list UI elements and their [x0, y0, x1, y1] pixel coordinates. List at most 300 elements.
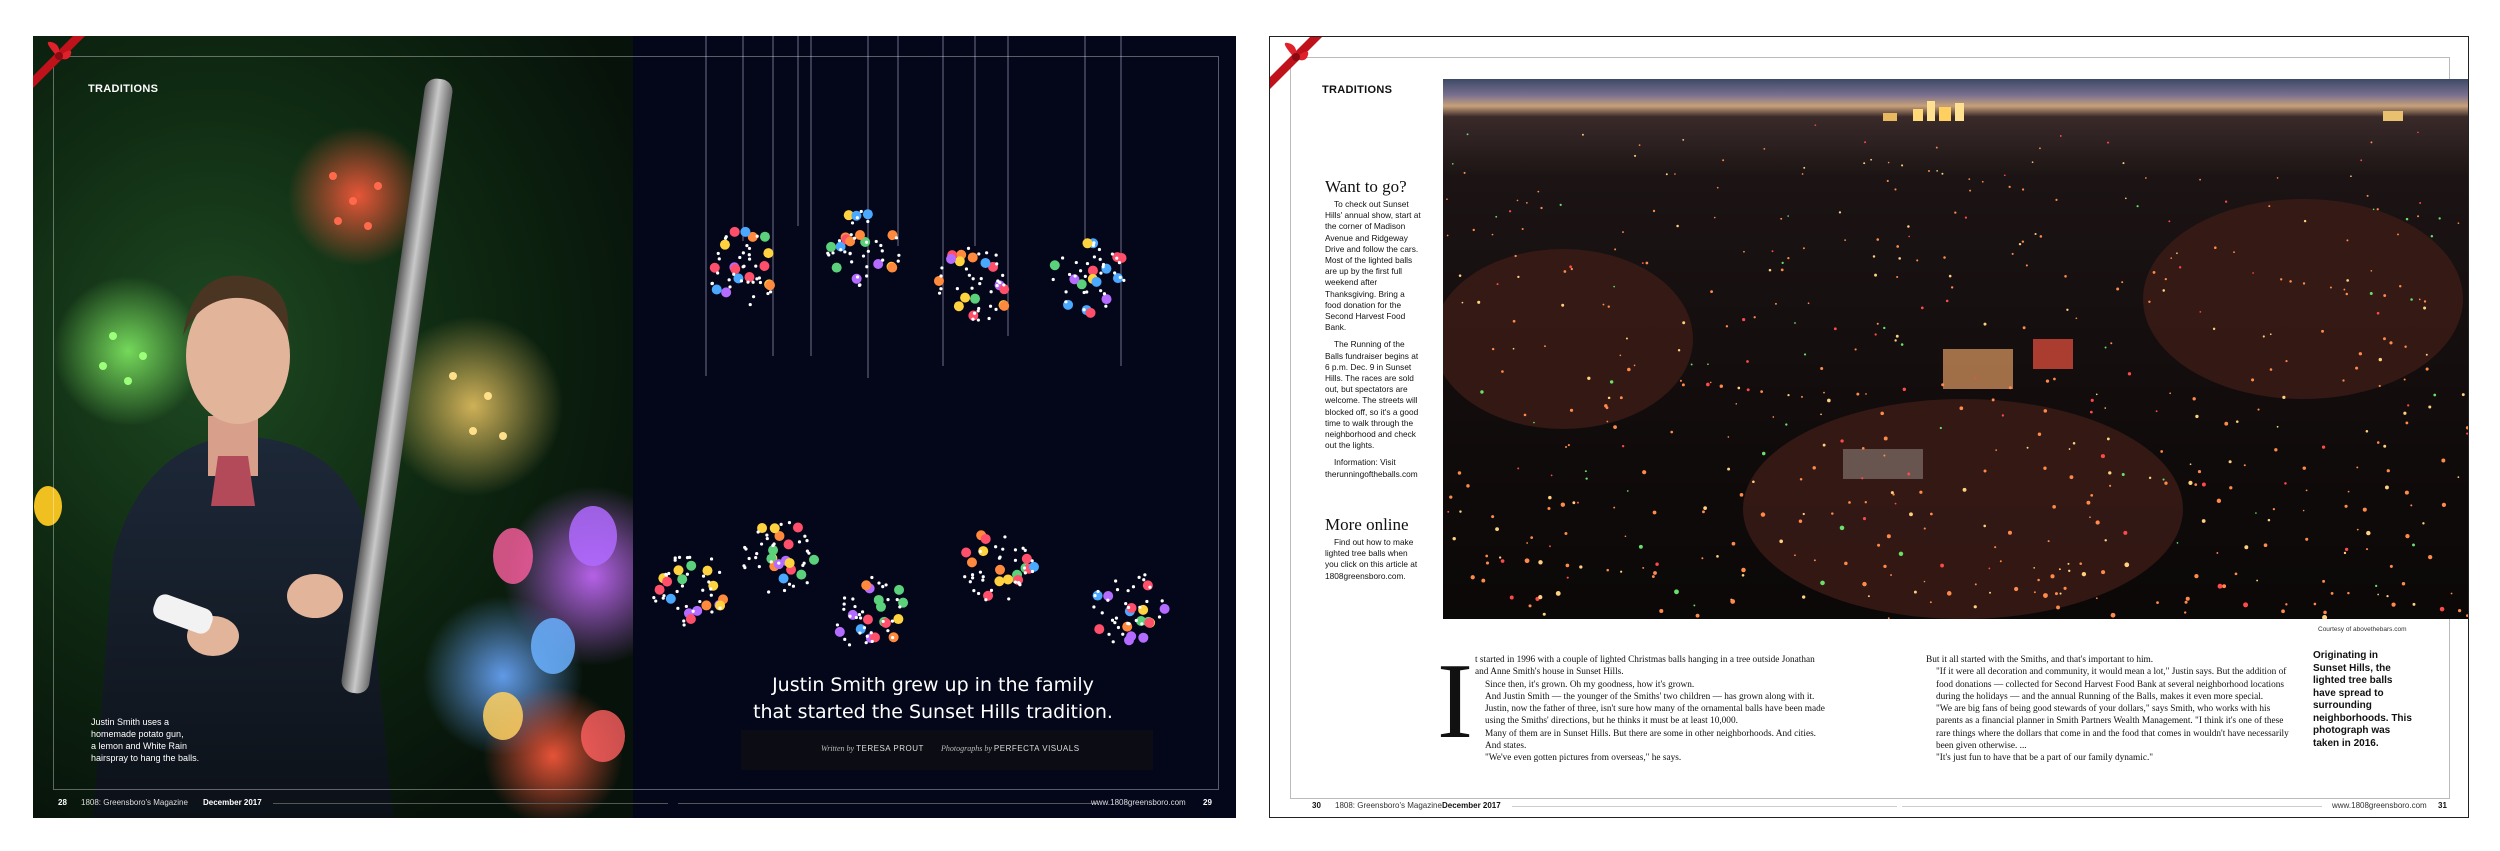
aerial-light — [2252, 272, 2254, 274]
aerial-light — [1870, 159, 1872, 161]
aerial-light — [1646, 262, 1649, 265]
aerial-light — [2019, 243, 2021, 245]
aerial-light — [2451, 593, 2453, 595]
aerial-light — [1462, 302, 1464, 304]
aerial-light — [1877, 544, 1880, 547]
aerial-light — [1720, 385, 1723, 388]
aerial-light — [2270, 368, 2273, 371]
aerial-light — [2321, 330, 2324, 333]
aerial-light — [1814, 559, 1816, 561]
aerial-light — [2386, 595, 2388, 597]
aerial-light — [2066, 309, 2068, 311]
aerial-light — [1587, 377, 1590, 380]
aerial-light — [1537, 191, 1539, 193]
aerial-light — [2345, 548, 2348, 551]
aerial-light — [2383, 294, 2386, 297]
aerial-light — [2346, 279, 2349, 282]
aerial-light — [1497, 283, 1499, 285]
aerial-light — [1513, 320, 1516, 323]
aerial-light — [1627, 368, 1631, 372]
aerial-light — [2383, 337, 2386, 340]
aerial-light — [2357, 529, 2359, 531]
aerial-light — [1642, 470, 1646, 474]
aerial-light — [1827, 399, 1831, 403]
aerial-light — [1608, 397, 1611, 400]
aerial-light — [1864, 141, 1866, 143]
aerial-light — [1622, 231, 1624, 233]
aerial-light — [1782, 262, 1784, 264]
aerial-light — [2323, 611, 2327, 615]
aerial-light — [1551, 475, 1553, 477]
aerial-light — [1754, 316, 1756, 318]
aerial-light — [1801, 396, 1803, 398]
folio-rule — [1902, 806, 2322, 807]
aerial-light — [2185, 601, 2188, 604]
aerial-light — [1943, 256, 1946, 259]
aerial-light — [1903, 388, 1906, 391]
aerial-light — [2122, 162, 2124, 164]
aerial-light — [1620, 355, 1622, 357]
aerial-light — [2179, 266, 2181, 268]
aerial-light — [1570, 409, 1573, 412]
article-column-2 — [1926, 654, 2296, 765]
website: www.1808greensboro.com — [1091, 798, 1186, 807]
article-line: "If it were all decoration and community, it would mean a lot," Justin says. But the addition of — [1936, 667, 2287, 678]
aerial-light — [1988, 568, 1990, 570]
aerial-light — [1625, 535, 1627, 537]
aerial-light — [2256, 580, 2258, 582]
aerial-light — [1883, 565, 1886, 568]
aerial-light — [2402, 582, 2405, 585]
aerial-light — [2009, 386, 2012, 389]
aerial-light — [1975, 377, 1977, 379]
article-line: Many of them are in Sunset Hills. But there are some in other neighborhoods. And cities. — [1485, 728, 1817, 739]
aerial-light — [2397, 233, 2399, 235]
aerial-light — [2466, 614, 2468, 617]
aerial-light — [1566, 564, 1570, 568]
aerial-light — [2069, 448, 2071, 450]
aerial-light — [2199, 311, 2201, 313]
aerial-light — [2107, 142, 2109, 144]
aerial-light — [2063, 587, 2066, 590]
aerial-light — [1717, 187, 1719, 189]
aerial-light — [1585, 477, 1587, 479]
aerial-light — [2222, 584, 2226, 588]
article-line: Justin, now the father of three, isn't sure how many of the ornamental balls have been made — [1485, 704, 1825, 715]
article-line: using the Smiths' directions, but he thinks it must be at least 10,000. — [1485, 716, 1738, 727]
aerial-light — [1743, 251, 1745, 253]
issue-date: December 2017 — [203, 798, 262, 807]
aerial-light — [2050, 574, 2054, 578]
aerial-light — [2322, 446, 2325, 449]
aerial-light — [2347, 592, 2349, 594]
aerial-light — [1691, 363, 1693, 365]
want-to-go-heading: Want to go? — [1325, 177, 1407, 196]
aerial-light — [1614, 248, 1616, 250]
aerial-light — [1947, 591, 1952, 596]
aerial-light — [1919, 491, 1922, 494]
aerial-light — [2125, 198, 2127, 200]
aerial-light — [2289, 280, 2292, 283]
aerial-light — [2202, 483, 2206, 487]
aerial-light — [1564, 532, 1567, 535]
aerial-light — [1940, 564, 1944, 568]
aerial-light — [1639, 545, 1643, 549]
aerial-light — [2060, 135, 2062, 137]
aerial-light — [1525, 558, 1530, 563]
aerial-light — [2124, 562, 2129, 567]
aerial-light — [1666, 173, 1668, 175]
magazine-name: 1808: Greensboro's Magazine — [81, 798, 188, 807]
article-line: Since then, it's grown. Oh my goodness, how it's grown. — [1485, 679, 1695, 690]
aerial-light — [1727, 468, 1730, 471]
aerial-light — [2375, 585, 2377, 587]
aerial-light — [1517, 200, 1519, 202]
aerial-light — [1613, 286, 1615, 288]
headline-line: that started the Sunset Hills tradition. — [753, 701, 1113, 723]
aerial-light — [1449, 496, 1452, 499]
aerial-light — [1639, 144, 1641, 146]
aerial-light — [1501, 370, 1504, 373]
aerial-light — [1577, 502, 1579, 504]
aerial-light — [1888, 617, 1890, 619]
aerial-light — [1501, 559, 1505, 563]
photo-credit: Courtesy of abovethebars.com — [2318, 626, 2407, 633]
aerial-light — [2390, 565, 2393, 568]
aerial-light — [1742, 318, 1745, 321]
aerial-light — [2067, 563, 2069, 565]
aerial-light — [2268, 519, 2271, 522]
aerial-light — [2243, 602, 2248, 607]
aerial-light — [2156, 410, 2158, 412]
aerial-light — [2263, 335, 2265, 337]
aerial-light — [2060, 593, 2062, 595]
aerial-light — [2229, 460, 2232, 463]
aerial-light — [2466, 433, 2468, 435]
aerial-light — [1481, 579, 1485, 583]
aerial-light — [1936, 170, 1938, 172]
aerial-light — [1874, 274, 1877, 277]
aerial-light — [1865, 393, 1867, 395]
aerial-light — [1682, 383, 1685, 386]
aerial-light — [2184, 611, 2186, 613]
aerial-light — [2043, 593, 2048, 598]
aerial-light — [2044, 409, 2048, 413]
section-label: TRADITIONS — [1322, 84, 1393, 96]
page-number-right: 29 — [1203, 798, 1212, 807]
aerial-light — [2423, 307, 2426, 310]
aerial-light — [1894, 339, 1896, 341]
aerial-light — [2108, 471, 2111, 474]
aerial-light — [1459, 274, 1462, 277]
aerial-light — [2359, 352, 2362, 355]
aerial-light — [2285, 360, 2287, 362]
aerial-light — [1610, 380, 1613, 383]
more-online-text — [1325, 537, 1423, 588]
aerial-light — [1760, 390, 1763, 393]
aerial-light — [2168, 220, 2170, 222]
ribbon-icon — [1270, 37, 1330, 97]
aerial-light — [1873, 255, 1875, 257]
aerial-light — [1794, 554, 1796, 556]
aerial-light — [1839, 211, 1841, 213]
aerial-light — [2367, 195, 2369, 197]
aerial-light — [1655, 562, 1658, 565]
aerial-light — [2075, 317, 2077, 319]
aerial-light — [1762, 452, 1766, 456]
article-line: "We've even gotten pictures from overseas," he says. — [1485, 753, 1682, 764]
aerial-light — [1868, 595, 1870, 597]
page-number-left: 28 — [58, 798, 67, 807]
aerial-light — [2303, 510, 2305, 512]
aerial-light — [1761, 512, 1765, 516]
aerial-light — [1787, 257, 1789, 259]
aerial-light — [2404, 346, 2406, 348]
aerial-light — [1965, 217, 1967, 219]
aerial-light — [1984, 469, 1987, 472]
aerial-light — [1799, 520, 1802, 523]
aerial-light — [1707, 363, 1709, 365]
page-number-left: 30 — [1312, 801, 1321, 810]
aerial-light — [1896, 276, 1898, 278]
aerial-light — [2405, 422, 2408, 425]
aerial-light — [1710, 290, 1713, 293]
aerial-light — [1732, 542, 1736, 546]
aerial-light — [1863, 517, 1866, 520]
article-line: been given otherwise. ... — [1936, 741, 2027, 752]
aerial-light — [2198, 470, 2201, 473]
aerial-light — [2314, 603, 2317, 606]
aerial-light — [1513, 348, 1515, 350]
aerial-light — [2417, 132, 2419, 134]
aerial-photo — [1443, 79, 2468, 619]
aerial-light — [2255, 512, 2257, 514]
aerial-light — [1459, 510, 1461, 512]
aerial-light — [1540, 207, 1542, 209]
aerial-light — [2363, 508, 2367, 512]
aerial-light — [2391, 603, 2395, 607]
folio-rule — [678, 803, 1098, 804]
aerial-light — [2373, 208, 2375, 210]
aerial-light — [2064, 275, 2067, 278]
aerial-light — [1653, 511, 1657, 515]
writer-credit — [821, 744, 924, 753]
aerial-light — [1876, 238, 1879, 241]
aerial-light — [2111, 613, 2116, 618]
aerial-light — [1634, 365, 1636, 367]
aerial-light — [2004, 174, 2006, 176]
aerial-light — [2441, 459, 2445, 463]
aerial-light — [1844, 562, 1848, 566]
aerial-light — [2383, 445, 2386, 448]
aerial-light — [2091, 399, 2094, 402]
aerial-light — [1769, 269, 1772, 272]
aerial-light — [2366, 531, 2370, 535]
aerial-lights — [1443, 79, 2468, 619]
aerial-light — [1820, 413, 1822, 415]
aerial-light — [2282, 396, 2285, 399]
want-to-go-text — [1325, 199, 1423, 486]
aerial-light — [1722, 159, 1724, 161]
aerial-light — [2090, 494, 2093, 497]
aerial-light — [2379, 358, 2382, 361]
aerial-light — [2000, 560, 2002, 562]
aerial-light — [2330, 286, 2332, 288]
article-line: parents as a financial planner in Smith Partners Wealth Management. "I think it's one of these — [1936, 716, 2284, 727]
aerial-light — [2257, 409, 2259, 411]
aerial-light — [1659, 609, 1663, 613]
aerial-light — [1452, 163, 1454, 165]
aerial-light — [1930, 513, 1933, 516]
folio-rule — [1512, 806, 1897, 807]
headline-line: Justin Smith grew up in the family — [772, 674, 1094, 696]
aerial-light — [2089, 516, 2091, 518]
aerial-light — [1572, 501, 1575, 504]
aerial-light — [2251, 378, 2254, 381]
aerial-light — [1865, 501, 1867, 503]
right-spread — [1269, 36, 2469, 818]
aerial-light — [1452, 537, 1455, 540]
aerial-light — [2109, 485, 2111, 487]
aerial-light — [1604, 404, 1607, 407]
caption-line: a lemon and White Rain — [91, 741, 188, 751]
aerial-light — [2104, 407, 2106, 409]
aerial-light — [1940, 427, 1942, 429]
aerial-light — [1491, 515, 1494, 518]
aerial-light — [2284, 482, 2287, 485]
article-line: rare things where the dollars that come in and the food that comes in wouldn't have necessarily — [1936, 728, 2289, 739]
sidebar-paragraph: Information: Visit therunningoftheballs.com — [1325, 457, 1418, 479]
aerial-light — [2379, 385, 2381, 387]
aerial-light — [1547, 507, 1550, 510]
aerial-light — [2073, 442, 2076, 445]
aerial-light — [2145, 177, 2147, 179]
aerial-light — [1820, 581, 1825, 586]
aerial-light — [1466, 484, 1469, 487]
aerial-light — [1486, 561, 1489, 564]
photographer-name: PERFECTA VISUALS — [993, 744, 1080, 753]
headline — [673, 672, 1193, 726]
aerial-light — [2195, 415, 2198, 418]
aerial-light — [2122, 473, 2125, 476]
aerial-light — [2305, 538, 2308, 541]
folio-rule — [273, 803, 668, 804]
aerial-light — [2370, 292, 2373, 295]
aerial-light — [1467, 133, 1469, 135]
aerial-light — [2056, 605, 2060, 609]
aerial-light — [2164, 482, 2167, 485]
aerial-light — [1571, 268, 1573, 270]
aerial-light — [2428, 555, 2432, 559]
aerial-light — [1714, 217, 1716, 219]
aerial-light — [1855, 348, 1857, 350]
sidebar-paragraph: To check out Sunset Hills' annual show, start at the corner of Madison Avenue and Ridgeway Drive and follow the cars. Most of the lighted balls are up by the first full weekend after Thanksgiving. Bring a food donation for the Second Harvest Food Bank. — [1325, 199, 1421, 333]
aerial-light — [1706, 383, 1710, 387]
aerial-light — [2304, 220, 2306, 222]
aerial-light — [1951, 286, 1953, 288]
aerial-light — [1946, 300, 1949, 303]
aerial-light — [1861, 477, 1863, 479]
aerial-light — [2371, 270, 2373, 272]
aerial-light — [2156, 601, 2159, 604]
aerial-light — [2035, 233, 2037, 235]
aerial-light — [2322, 615, 2327, 619]
aerial-light — [1856, 393, 1859, 396]
aerial-light — [2190, 463, 2192, 465]
aerial-light — [1680, 380, 1682, 382]
aerial-light — [1907, 225, 1909, 227]
aerial-light — [1823, 444, 1826, 447]
aerial-light — [1785, 423, 1787, 425]
aerial-light — [2355, 367, 2358, 370]
aerial-light — [2344, 552, 2346, 554]
aerial-light — [1995, 449, 1997, 451]
aerial-light — [1803, 247, 1805, 249]
aerial-light — [1924, 527, 1926, 529]
aerial-light — [1480, 390, 1483, 393]
aerial-light — [1875, 333, 1877, 335]
aerial-light — [1458, 471, 1461, 474]
aerial-light — [1779, 539, 1783, 543]
aerial-light — [1710, 382, 1712, 384]
aerial-light — [2107, 438, 2110, 441]
aerial-light — [2419, 298, 2421, 300]
writer-name: TERESA PROUT — [856, 744, 924, 753]
aerial-light — [1620, 571, 1622, 573]
aerial-light — [2406, 218, 2409, 221]
aerial-light — [2350, 175, 2352, 177]
aerial-light — [2123, 531, 2127, 535]
aerial-light — [2389, 341, 2392, 344]
aerial-light — [2387, 469, 2390, 472]
aerial-light — [1815, 124, 1817, 126]
aerial-light — [2303, 466, 2306, 469]
aerial-light — [1982, 181, 1984, 183]
aerial-light — [2160, 450, 2163, 453]
aerial-light — [1495, 527, 1499, 531]
aerial-light — [1941, 383, 1944, 386]
aerial-light — [1728, 436, 1730, 438]
aerial-light — [1888, 162, 1890, 164]
aerial-light — [1485, 555, 1488, 558]
aerial-light — [1514, 255, 1516, 257]
aerial-light — [1775, 303, 1777, 305]
aerial-light — [1994, 546, 1996, 548]
website: www.1808greensboro.com — [2332, 801, 2427, 810]
article-line: "We are big fans of being good stewards of your dollars," says Smith, who works with his — [1936, 704, 2271, 715]
aerial-light — [1983, 525, 1986, 528]
aerial-light — [2039, 147, 2041, 149]
aerial-light — [2040, 235, 2043, 238]
aerial-light — [1890, 574, 1892, 576]
aerial-light — [2148, 301, 2150, 303]
section-label: TRADITIONS — [88, 83, 159, 95]
aerial-light — [2186, 597, 2190, 601]
aerial-light — [1526, 202, 1528, 204]
aerial-light — [2417, 215, 2419, 217]
aerial-light — [2412, 543, 2415, 546]
aerial-light — [1510, 596, 1514, 600]
aerial-light — [2188, 481, 2192, 485]
aerial-light — [2105, 347, 2107, 349]
aerial-light — [2370, 141, 2372, 143]
aerial-light — [2277, 426, 2279, 428]
aerial-light — [1930, 601, 1932, 603]
aerial-light — [2466, 426, 2468, 429]
aerial-light — [2360, 159, 2362, 161]
aerial-light — [1716, 555, 1719, 558]
aerial-light — [2356, 466, 2358, 468]
